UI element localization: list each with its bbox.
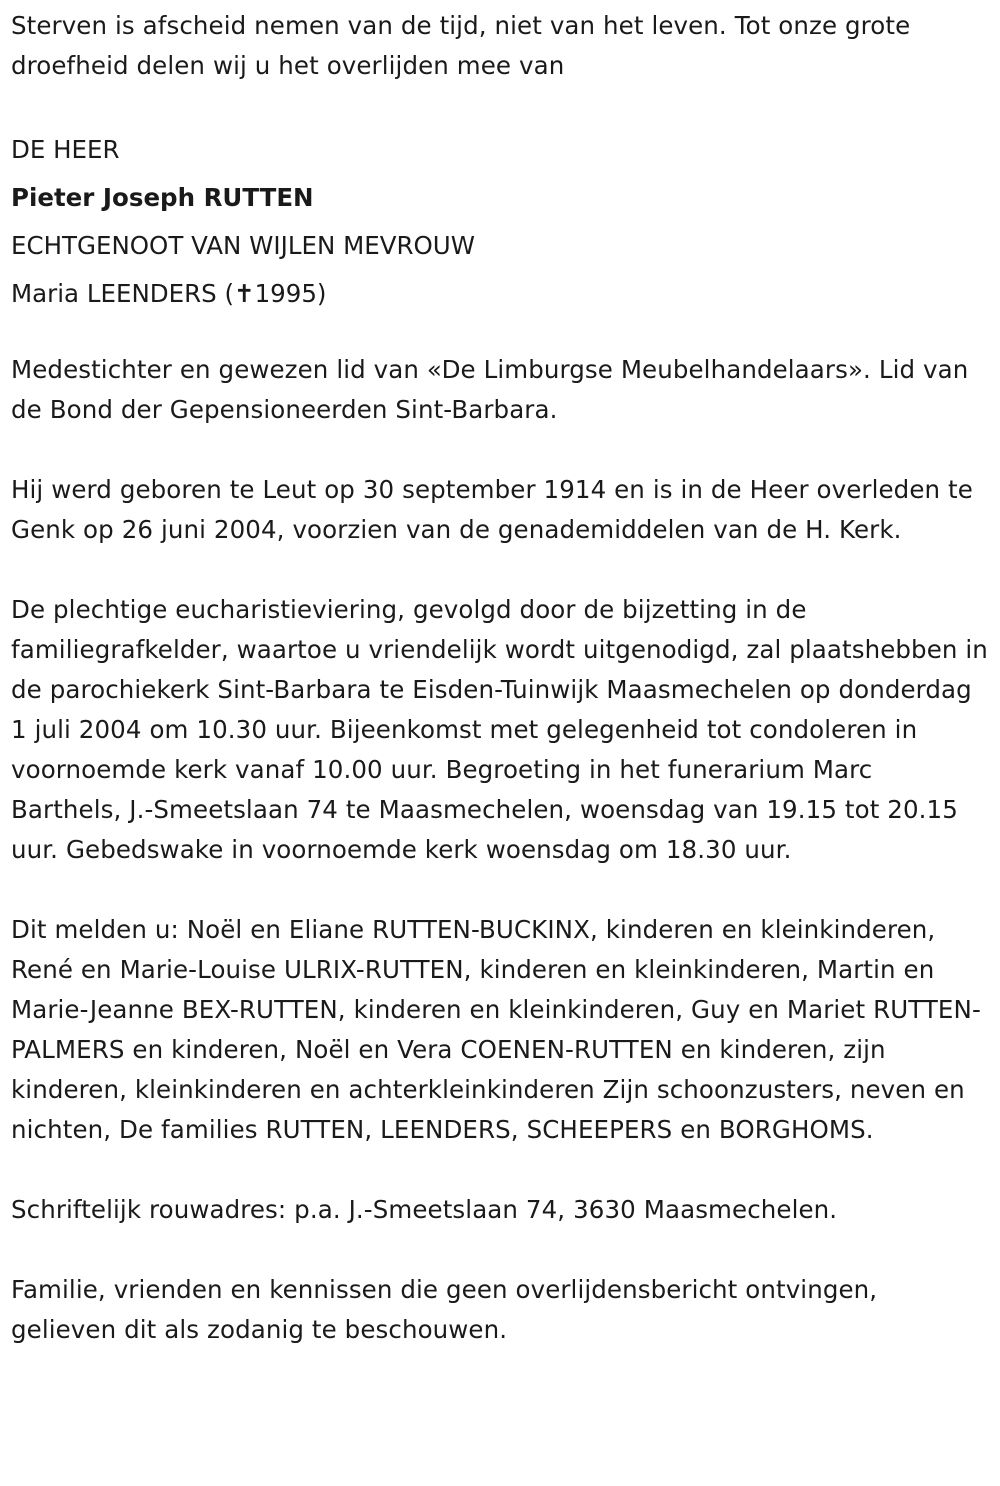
spacer xyxy=(11,1150,990,1190)
spacer xyxy=(11,430,990,470)
spouse-death-year: 1995) xyxy=(254,279,327,308)
ceremony-paragraph: De plechtige eucharistieviering, gevolgd door de bijzetting in de familiegrafkelder, waartoe u vriendelijk wordt uitgenodigd, zal plaatshebben in de parochiekerk Sint-Barbara te Eisden-Tuinwijk Maasmechelen op donderdag 1 juli 2004 om 10.30 uur. Bijeenkomst met gelegenheid tot condoleren in voornoemde kerk vanaf 10.00 uur. Begroeting in het funerarium Marc Barthels, J.-Smeetslaan 74 te Maasmechelen, woensdag van 19.15 tot 20.15 uur. Gebedswake in voornoemde kerk woensdag om 18.30 uur. xyxy=(11,595,988,864)
deceased-name: Pieter Joseph RUTTEN xyxy=(11,183,314,212)
spacer xyxy=(11,870,990,910)
family-paragraph: Dit melden u: Noël en Eliane RUTTEN-BUCKINX, kinderen en kleinkinderen, René en Marie-Louise ULRIX-RUTTEN, kinderen en kleinkinderen, Martin en Marie-Jeanne BEX-RUTTEN, kinderen en kleinkinderen, Guy en Mariet RUTTEN-PALMERS en kinderen, Noël en Vera COENEN-RUTTEN en kinderen, zijn kinderen, kleinkinderen en achterkleinkinderen Zijn schoonzusters, neven en nichten, De families RUTTEN, LEENDERS, SCHEEPERS en BORGHOMS. xyxy=(11,915,981,1144)
intro-paragraph: Sterven is afscheid nemen van de tijd, niet van het leven. Tot onze grote droefheid delen wij u het overlijden mee van xyxy=(11,11,911,80)
cross-icon: ✝ xyxy=(234,279,255,308)
spacer xyxy=(11,86,990,126)
address-paragraph: Schriftelijk rouwadres: p.a. J.-Smeetslaan 74, 3630 Maasmechelen. xyxy=(11,1195,838,1224)
closing-paragraph: Familie, vrienden en kennissen die geen overlijdensbericht ontvingen, gelieven dit als zodanig te beschouwen. xyxy=(11,1275,878,1344)
title-line: DE HEER xyxy=(11,135,120,164)
spouse-name-line xyxy=(11,270,990,318)
spacer xyxy=(11,1230,990,1270)
membership-paragraph: Medestichter en gewezen lid van «De Limburgse Meubelhandelaars». Lid van de Bond der Gepensioneerden Sint-Barbara. xyxy=(11,355,969,424)
spacer xyxy=(11,318,990,350)
spouse-title: ECHTGENOOT VAN WIJLEN MEVROUW xyxy=(11,231,475,260)
spacer xyxy=(11,550,990,590)
spouse-name: Maria LEENDERS ( xyxy=(11,279,235,308)
birth-death-paragraph: Hij werd geboren te Leut op 30 september 1914 en is in de Heer overleden te Genk op 26 juni 2004, voorzien van de genademiddelen van de H. Kerk. xyxy=(11,475,973,544)
